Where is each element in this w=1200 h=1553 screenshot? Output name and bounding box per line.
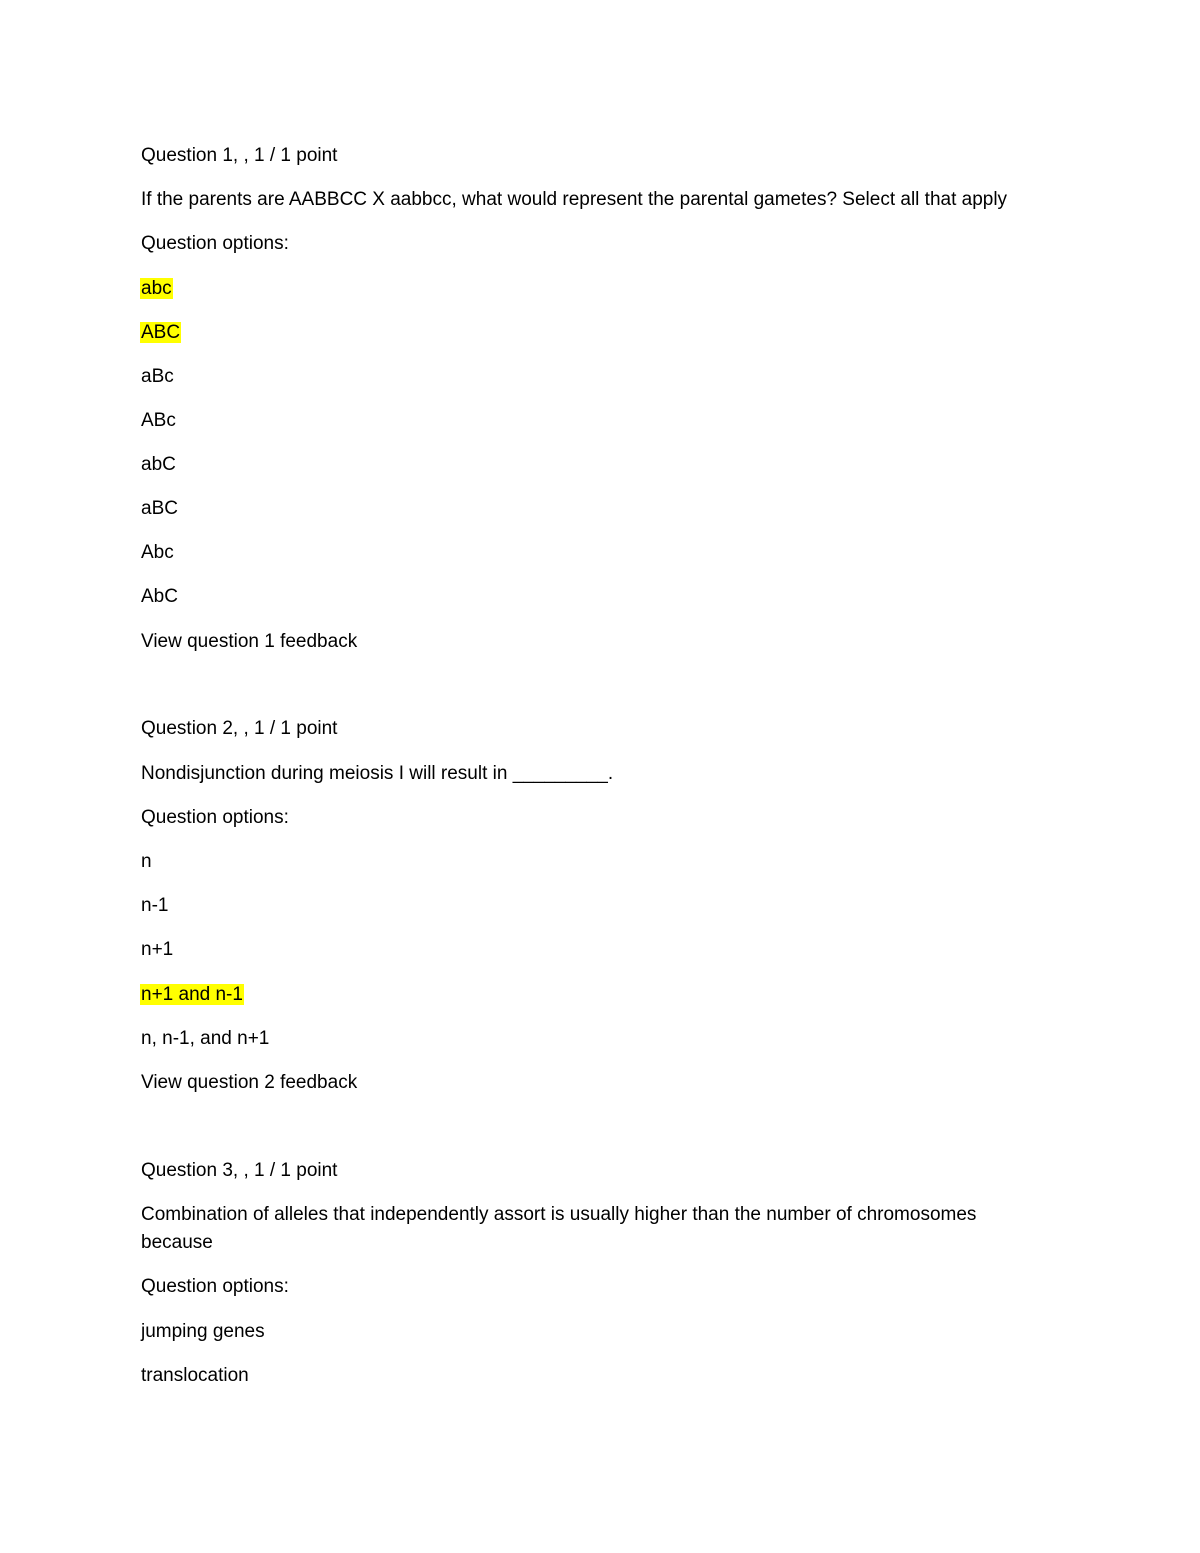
question-1-option[interactable]: aBC (141, 498, 178, 519)
question-2-option[interactable]: n (141, 851, 152, 872)
question-3-option[interactable]: jumping genes (141, 1321, 265, 1342)
option-text: ABC (141, 322, 181, 343)
question-2-prompt: Nondisjunction during meiosis I will result in _________. (141, 763, 614, 784)
question-2-header: Question 2, , 1 / 1 point (141, 718, 338, 739)
question-1-options-label: Question options: (141, 233, 289, 254)
question-1-option[interactable]: Abc (141, 542, 174, 563)
question-1-feedback-link[interactable]: View question 1 feedback (141, 631, 358, 652)
question-1-option[interactable]: aBc (141, 366, 174, 387)
question-3-options-label: Question options: (141, 1276, 289, 1297)
question-3-prompt: Combination of alleles that independently assort is usually higher than the number of chromosomes because (141, 1204, 977, 1253)
question-1-option[interactable] (141, 276, 173, 302)
question-1-option[interactable]: abC (141, 454, 176, 475)
question-2-options-label: Question options: (141, 807, 289, 828)
question-2-option[interactable]: n-1 (141, 895, 169, 916)
question-2-option[interactable] (141, 982, 244, 1008)
question-3-header: Question 3, , 1 / 1 point (141, 1160, 338, 1181)
question-2-option[interactable]: n+1 (141, 939, 174, 960)
question-2-feedback-link[interactable]: View question 2 feedback (141, 1072, 358, 1093)
question-3-option[interactable]: translocation (141, 1365, 249, 1386)
question-1-header: Question 1, , 1 / 1 point (141, 145, 338, 166)
question-1-option[interactable]: AbC (141, 586, 178, 607)
option-text: abc (141, 278, 172, 299)
question-1-option[interactable]: ABc (141, 410, 176, 431)
question-1-prompt: If the parents are AABBCC X aabbcc, what would represent the parental gametes? Select all that apply (141, 189, 1008, 210)
question-1-option[interactable] (141, 320, 181, 346)
question-2-option[interactable]: n, n-1, and n+1 (141, 1028, 270, 1049)
option-text: n+1 and n-1 (141, 984, 243, 1005)
